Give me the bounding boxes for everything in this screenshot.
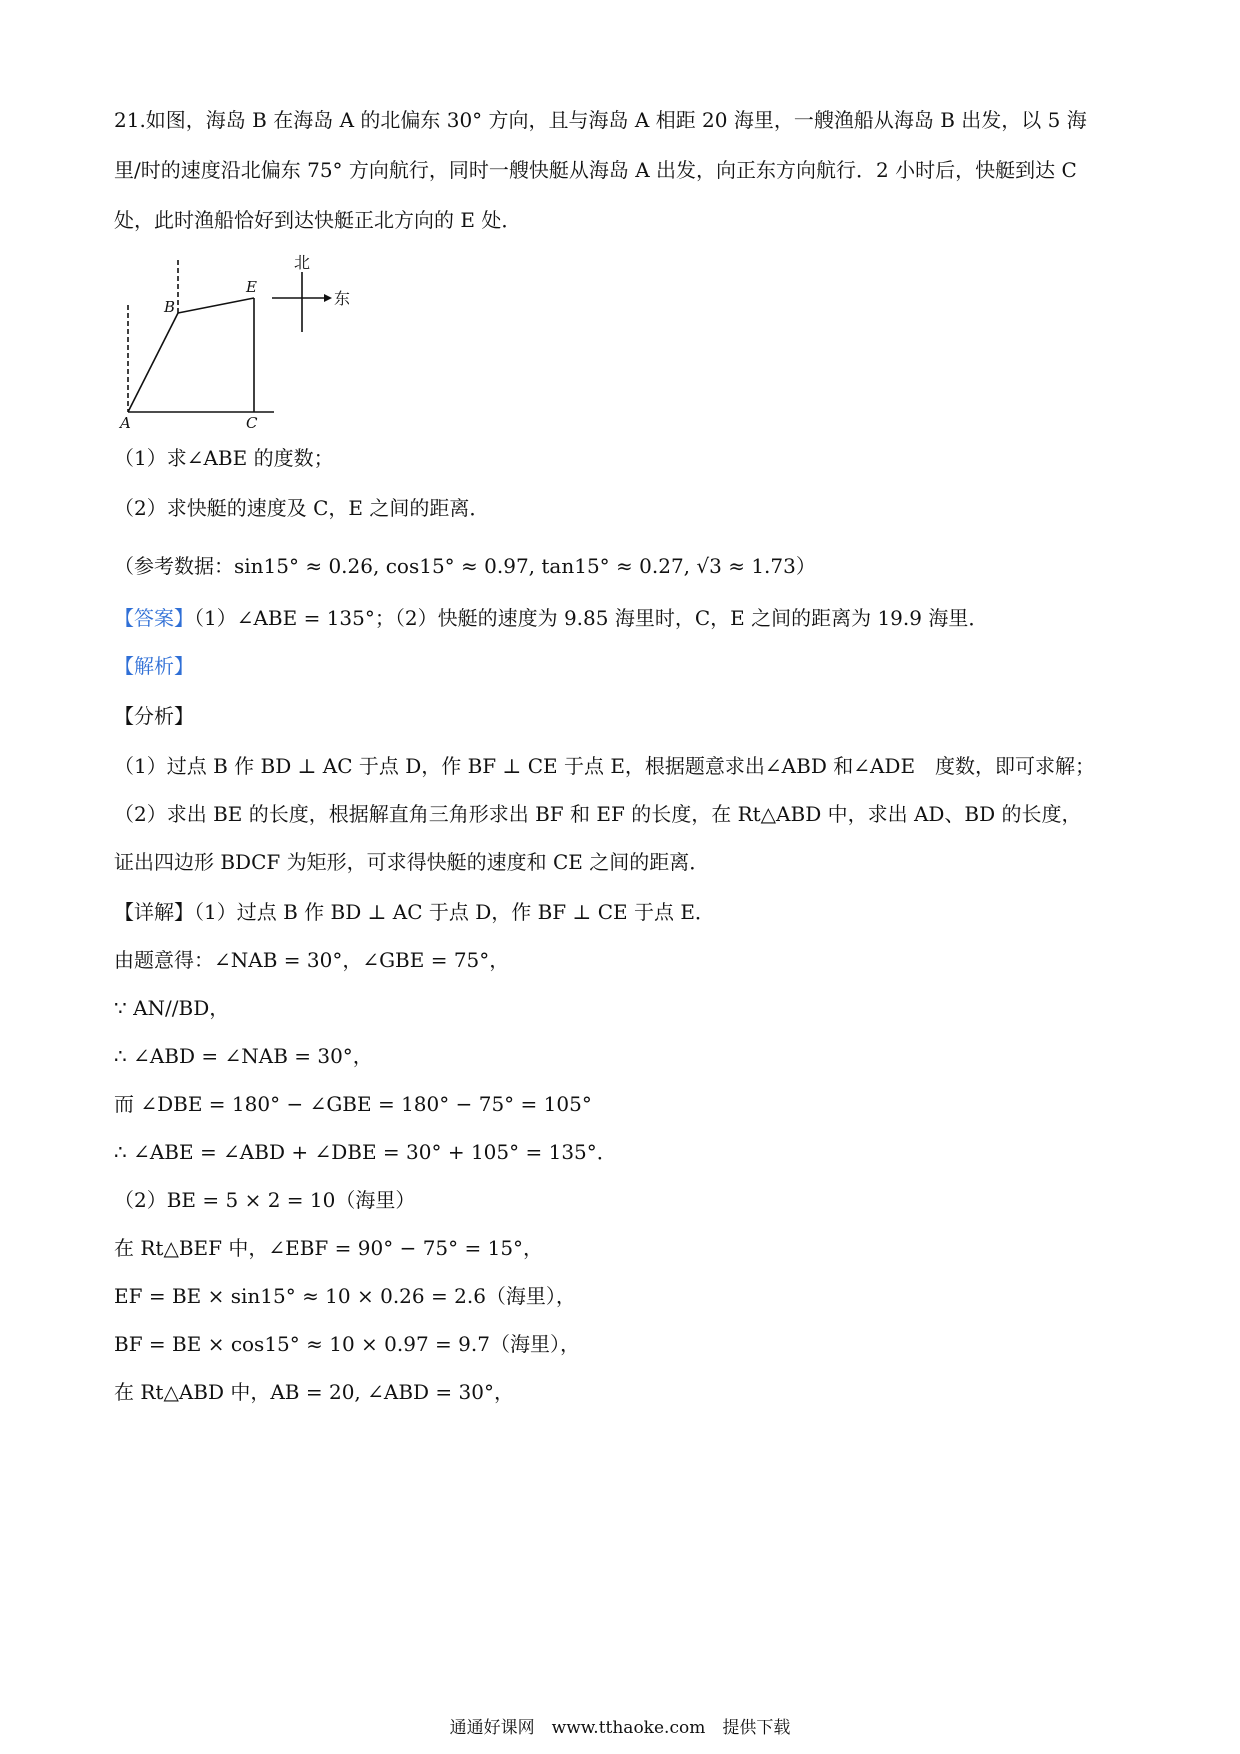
detail-line-11: 在 Rt△ABD 中，AB = 20, ∠ABD = 30°， — [114, 1380, 514, 1404]
question-2: （2）求快艇的速度及 C，E 之间的距离． — [114, 496, 490, 520]
compass-arrow — [324, 294, 332, 302]
detail-line-1-text: （1）过点 B 作 BD ⊥ AC 于点 D，作 BF ⊥ CE 于点 E． — [194, 900, 715, 924]
label-c: C — [246, 414, 258, 430]
fenxi-line-2: （2）求出 BE 的长度，根据解直角三角形求出 BF 和 EF 的长度，在 Rt△ABD 中，求出 AD、BD 的长度， — [114, 802, 1082, 826]
answer-text: （1）∠ABE = 135°；（2）快艇的速度为 9.85 海里时，C，E 之间的距离为 19.9 海里． — [194, 606, 989, 630]
detail-line-7: （2）BE = 5 × 2 = 10（海里） — [114, 1188, 416, 1212]
label-e: E — [246, 278, 257, 296]
label-b: B — [164, 298, 176, 316]
fenxi-line-3: 证出四边形 BDCF 为矩形，可求得快艇的速度和 CE 之间的距离． — [114, 850, 710, 874]
compass-east-label: 东 — [334, 289, 351, 308]
page-footer: 通通好课网 www.tthaoke.com 提供下载 — [449, 1718, 791, 1738]
segment-ab — [128, 313, 178, 412]
detail-line-10: BF = BE × cos15° ≈ 10 × 0.97 = 9.7（海里）， — [114, 1332, 580, 1356]
detail-line-4: ∴ ∠ABD = ∠NAB = 30°， — [114, 1044, 373, 1068]
analysis-tag: 【解析】 — [114, 654, 194, 678]
detail-line-9: EF = BE × sin15° ≈ 10 × 0.26 = 2.6（海里）， — [114, 1284, 576, 1308]
detail-tag: 【详解】 — [114, 900, 194, 924]
label-a: A — [120, 414, 131, 430]
question-1: （1）求∠ABE 的度数； — [114, 446, 334, 470]
problem-line-3: 处，此时渔船恰好到达快艇正北方向的 E 处． — [114, 208, 522, 232]
figure-svg — [114, 250, 374, 430]
detail-line-8: 在 Rt△BEF 中，∠EBF = 90° − 75° = 15°， — [114, 1236, 544, 1260]
fenxi-tag: 【分析】 — [114, 704, 194, 728]
answer-tag: 【答案】 — [114, 606, 194, 630]
detail-line-3: ∵ AN//BD， — [114, 996, 230, 1020]
answer-line — [114, 604, 1140, 632]
problem-line-1: 21.如图，海岛 B 在海岛 A 的北偏东 30° 方向，且与海岛 A 相距 20 海里，一艘渔船从海岛 B 出发，以 5 海 — [114, 108, 1087, 132]
detail-line-1 — [114, 898, 1140, 926]
detail-line-6: ∴ ∠ABE = ∠ABD + ∠DBE = 30° + 105° = 135°． — [114, 1140, 617, 1164]
compass-north-label: 北 — [294, 253, 311, 272]
problem-line-2: 里/时的速度沿北偏东 75° 方向航行，同时一艘快艇从海岛 A 出发，向正东方向航行．2 小时后，快艇到达 C — [114, 158, 1077, 182]
reference-data: （参考数据：sin15° ≈ 0.26, cos15° ≈ 0.97, tan15° ≈ 0.27, √3 ≈ 1.73） — [114, 554, 816, 578]
fenxi-line-1: （1）过点 B 作 BD ⊥ AC 于点 D，作 BF ⊥ CE 于点 E，根据题意求出∠ABD 和∠ADE 度数，即可求解； — [114, 754, 1096, 778]
geometry-figure — [114, 250, 374, 430]
segment-be — [178, 298, 254, 313]
detail-line-2: 由题意得：∠NAB = 30°，∠GBE = 75°， — [114, 948, 510, 972]
detail-line-5: 而 ∠DBE = 180° − ∠GBE = 180° − 75° = 105° — [114, 1092, 592, 1116]
